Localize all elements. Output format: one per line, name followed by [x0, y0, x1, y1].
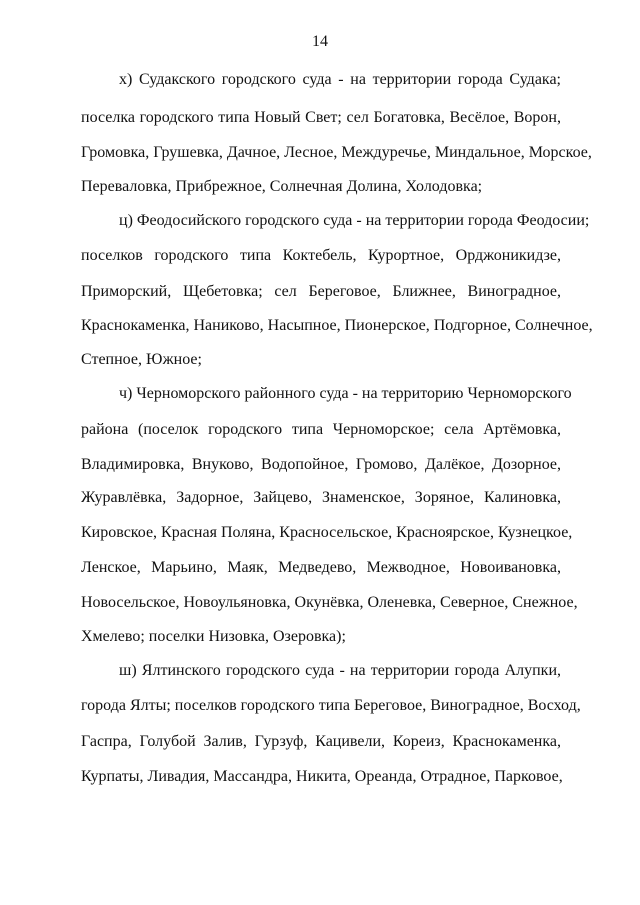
text-line: поселка городского типа Новый Свет; сел Богатовка, Весёлое, Ворон, [81, 109, 561, 126]
page-number: 14 [312, 33, 328, 50]
text-line: Курпаты, Ливадия, Массандра, Никита, Ореанда, Отрадное, Парковое, [81, 768, 563, 785]
text-line: района (поселок городского типа Черноморское; села Артёмовка, [81, 421, 561, 438]
text-line: Кировское, Красная Поляна, Красносельское, Красноярское, Кузнецкое, [81, 524, 573, 541]
text-line: ц) Феодосийского городского суда - на территории города Феодосии; [119, 212, 590, 229]
text-line: Гаспра, Голубой Залив, Гурзуф, Кацивели, Кореиз, Краснокаменка, [81, 733, 561, 750]
text-line: ш) Ялтинского городского суда - на территории города Алупки, [119, 662, 561, 679]
text-line: города Ялты; поселков городского типа Береговое, Виноградное, Восход, [81, 697, 581, 714]
text-line: Краснокаменка, Наниково, Насыпное, Пионерское, Подгорное, Солнечное, [81, 317, 593, 334]
text-line: поселков городского типа Коктебель, Курортное, Орджоникидзе, [81, 247, 561, 264]
text-line: Хмелево; поселки Низовка, Озеровка); [81, 628, 346, 645]
text-line: Переваловка, Прибрежное, Солнечная Долина, Холодовка; [81, 178, 483, 195]
text-line: Ленское, Марьино, Маяк, Медведево, Межводное, Новоивановка, [81, 559, 561, 576]
text-line: ч) Черноморского районного суда - на территорию Черноморского [119, 385, 572, 402]
text-line: Степное, Южное; [81, 351, 202, 368]
text-line: Новосельское, Новоульяновка, Окунёвка, Оленевка, Северное, Снежное, [81, 594, 578, 611]
text-line: Журавлёвка, Задорное, Зайцево, Знаменское, Зоряное, Калиновка, [81, 489, 561, 506]
text-line: Приморский, Щебетовка; сел Береговое, Ближнее, Виноградное, [81, 283, 561, 300]
text-line: х) Судакского городского суда - на территории города Судака; [119, 71, 561, 88]
text-line: Владимировка, Внуково, Водопойное, Громово, Далёкое, Дозорное, [81, 456, 561, 473]
text-line: Громовка, Грушевка, Дачное, Лесное, Междуречье, Миндальное, Морское, [81, 144, 592, 161]
